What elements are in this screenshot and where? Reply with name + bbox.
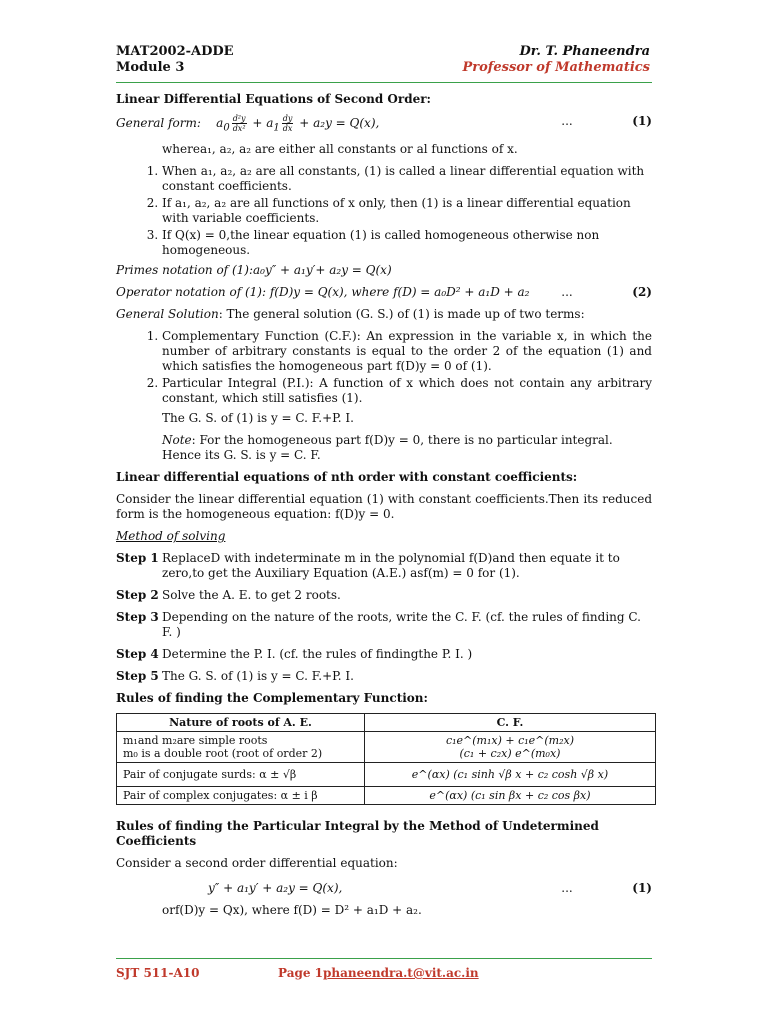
table-cell xyxy=(117,763,365,787)
step-label: Step 4 xyxy=(116,647,159,662)
table-row xyxy=(117,763,656,787)
list-item: 1. When a₁, a₂, a₂ are all constants, (1) is called a linear differential equation with constant coefficients. xyxy=(162,164,652,194)
module-name: Module 3 xyxy=(116,60,185,75)
step-text: Depending on the nature of the roots, write the C. F. (cf. the rules of finding C. F. ) xyxy=(162,610,641,640)
method-of-solving-label: Method of solving xyxy=(116,529,226,544)
table-cell xyxy=(364,732,655,763)
footer-page-info xyxy=(278,966,479,981)
fraction-dy: $\frac{dy}{dx}$ xyxy=(282,114,293,133)
section-title-nth-order: Linear differential equations of nth order with constant coefficients: xyxy=(116,470,578,485)
eq1-number: (1) xyxy=(632,114,652,128)
note-text: : For the homogeneous part f(D)y = 0, there is no particular integral. Hence its G. S. is y = C. F. xyxy=(162,433,613,463)
course-code: MAT2002-ADDE xyxy=(116,44,234,59)
cell-line: e^(αx) (c₁ sinh √β x + c₂ cosh √β x) xyxy=(411,768,609,782)
eq1-dots: ... xyxy=(561,114,573,128)
header-left xyxy=(116,44,234,76)
list-item: 1. Complementary Function (C.F.): An expression in the variable x, in which the number of arbitrary constants is equal to the order 2 of the equation (1) and which satisfies the homogeneous part f(D)y = 0 of (1). xyxy=(162,329,652,374)
cell-line: (c₁ + c₂x) e^(m₀x) xyxy=(459,747,561,761)
nth-order-intro: Consider the linear differential equation (1) with constant coefficients.Then its reduced form is the homogeneous equation: f(D)y = 0. xyxy=(116,492,652,522)
cell-line: c₁e^(m₁x) + c₁e^(m₂x) xyxy=(445,734,574,748)
step-label: Step 2 xyxy=(116,588,159,603)
footer-room: SJT 511-A10 xyxy=(116,966,200,980)
eq2-dots: ... xyxy=(561,285,573,300)
fraction-d2y: $\frac{\text{d²y}}{\text{dx²}}$ xyxy=(232,114,246,133)
step-text: Determine the P. I. (cf. the rules of findingthe P. I. ) xyxy=(162,647,473,662)
step-label: Step 3 xyxy=(116,610,159,625)
primes-notation-row xyxy=(116,263,652,278)
cell-line: Pair of conjugate surds: α ± √β xyxy=(123,768,297,782)
note-label: Note xyxy=(162,433,192,448)
table-cell xyxy=(117,732,365,763)
gs-statement: The G. S. of (1) is y = C. F.+P. I. xyxy=(162,411,354,426)
step-text: ReplaceD with indeterminate m in the polynomial f(D)and then equate it to zero,to get the Auxiliary Equation (A.E.) asf(m) = 0 for (1). xyxy=(162,551,620,581)
primes-notation-label: Primes notation of (1): xyxy=(116,263,253,278)
pi-intro: Consider a second order differential equation: xyxy=(116,856,398,871)
table-cell xyxy=(364,763,655,787)
table-header-row xyxy=(117,714,656,732)
step-text: The G. S. of (1) is y = C. F.+P. I. xyxy=(162,669,354,684)
main-content xyxy=(116,92,652,925)
general-solution-label: General Solution xyxy=(116,307,219,322)
step-row xyxy=(116,669,652,684)
step-label: Step 5 xyxy=(116,669,159,684)
pi-eq-number: (1) xyxy=(632,881,652,896)
solution-terms-list xyxy=(116,329,652,406)
list-item: 2. If a₁, a₂, a₂ are all functions of x only, then (1) is a linear differential equation with variable coefficients. xyxy=(162,196,652,226)
pi-equation-row xyxy=(116,881,652,896)
cell-line: m₁and m₂are simple roots xyxy=(123,734,268,748)
pi-operator-form: orf(D)y = Qx), where f(D) = D² + a₁D + a₂. xyxy=(162,903,422,918)
table-header-cell: C. F. xyxy=(364,714,655,732)
note-row xyxy=(116,433,652,463)
section-title-cf-rules: Rules of finding the Complementary Function: xyxy=(116,691,428,706)
section-title-second-order: Linear Differential Equations of Second Order: xyxy=(116,92,431,106)
pi-equation: y″ + a₁y′ + a₂y = Q(x), xyxy=(208,881,343,896)
step-row xyxy=(116,588,652,603)
operator-notation-label: Operator notation of (1): xyxy=(116,285,266,300)
general-solution-row xyxy=(116,307,652,322)
header-rule xyxy=(116,82,652,83)
table-row xyxy=(117,732,656,763)
section-title-pi-rules: Rules of finding the Particular Integral by the Method of Undetermined Coefficients xyxy=(116,819,599,849)
general-solution-text: : The general solution (G. S.) of (1) is made up of two terms: xyxy=(218,307,585,322)
footer-rule xyxy=(116,958,652,959)
table-cell xyxy=(364,787,655,805)
operator-notation-row xyxy=(116,285,652,300)
general-form-label: General form: xyxy=(116,116,201,130)
cell-line: m₀ is a double root (root of order 2) xyxy=(123,747,323,761)
pi-eq-dots: ... xyxy=(561,881,573,896)
list-item: 2. Particular Integral (P.I.): A function of x which does not contain any arbitrary constant, which still satisfies (1). xyxy=(162,376,652,406)
step-row xyxy=(116,647,652,662)
eq2-number: (2) xyxy=(632,285,652,300)
cf-rules-table xyxy=(116,713,656,805)
author-name: Dr. T. Phaneendra xyxy=(519,44,650,59)
cell-line: Pair of complex conjugates: α ± i β xyxy=(123,789,318,803)
table-row xyxy=(117,787,656,805)
list-item: 3. If Q(x) = 0,the linear equation (1) is called homogeneous otherwise non homogeneous. xyxy=(162,228,652,258)
footer-page-number: Page 1 xyxy=(278,966,324,980)
coefficient-cases-list xyxy=(116,164,652,258)
author-role: Professor of Mathematics xyxy=(462,60,650,75)
table-header-cell: Nature of roots of A. E. xyxy=(117,714,365,732)
step-row xyxy=(116,610,652,640)
primes-notation-eq: a₀y″ + a₁y′+ a₂y = Q(x) xyxy=(252,263,392,278)
step-label: Step 1 xyxy=(116,551,159,566)
operator-notation-eq: f(D)y = Q(x), where f(D) = a₀D² + a₁D + a₂ xyxy=(269,285,530,300)
table-cell xyxy=(117,787,365,805)
step-row xyxy=(116,551,652,581)
general-form-lhs: $a_0$ xyxy=(216,116,230,134)
cell-line: e^(αx) (c₁ sin βx + c₂ cos βx) xyxy=(429,789,591,803)
steps-list xyxy=(116,551,652,684)
where-text: wherea₁, a₂, a₂ are either all constants or al functions of x. xyxy=(162,142,518,157)
header-right xyxy=(462,44,650,76)
general-form-row: General form: $a_0$ $\frac{\text{d²y}}{\text{dx²}}$ + $a_1$ $\frac{dy}{dx}$ + a₂y = Q(x), ... (1) xyxy=(116,114,652,134)
general-form-equation: + a₂y = Q(x), xyxy=(299,116,380,130)
step-text: Solve the A. E. to get 2 roots. xyxy=(162,588,341,603)
footer-email-link[interactable]: phaneendra.t@vit.ac.in xyxy=(323,966,479,980)
